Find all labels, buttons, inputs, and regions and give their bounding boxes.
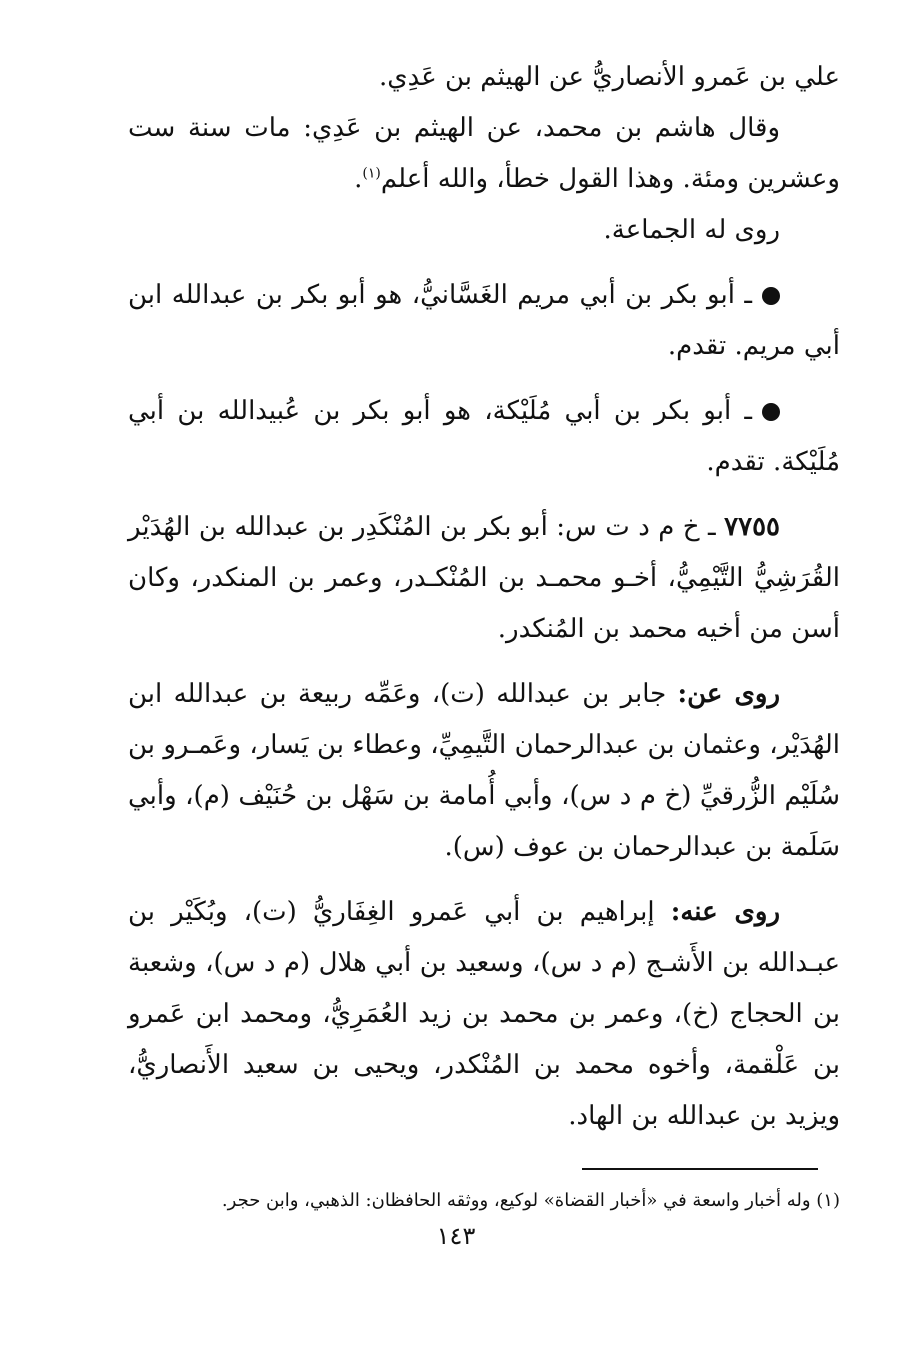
carry-over-line: علي بن عَمرو الأنصاريُّ عن الهيثم بن عَدِي. xyxy=(378,62,840,92)
footnote-ref: (١) xyxy=(362,165,381,182)
page-number: ١٤٣ xyxy=(436,1222,476,1250)
bullet-icon xyxy=(762,403,780,421)
paragraph-ruwa: روى له الجماعة. xyxy=(603,215,780,245)
paragraph-rawa-an: روى عن: جابر بن عبدالله (ت)، وعَمِّه ربيعة بن عبدالله ابن الهُدَيْر، وعثمان بن عبدالرحمان التَّيمِيِّ، وعطاء بن يَسار، وعَمـرو بن سُلَيْم الزُّرقيِّ (خ م د س)، وأبي أُمامة بن سَهْل بن حُنَيْف (م)، وأبي سَلَمة بن عبدالرحمان بن عوف (س). xyxy=(128,679,840,862)
bullet-icon xyxy=(762,287,780,305)
page-body xyxy=(128,52,840,1142)
footnote: (١) وله أخبار واسعة في «أخبار القضاة» لوكيع، ووثقه الحافظان: الذهبي، وابن حجر. xyxy=(221,1190,840,1211)
rawa-anhu-label: روى عنه: xyxy=(670,897,781,927)
entry-number: ٧٧٥٥ xyxy=(724,512,780,542)
entry-abu-bakr-mulaika: ـ أبو بكر بن أبي مُلَيْكة، هو أبو بكر بن عُبيدالله بن أبي مُلَيْكة. تقدم. xyxy=(128,396,840,477)
paragraph-rawa-anhu: روى عنه: إبراهيم بن أبي عَمرو الغِفَاريُّ (ت)، وبُكَيْر بن عبـدالله بن الأَشـج (م د س)، وسعيد بن أبي هلال (م د س)، وشعبة بن الحجاج (خ)، وعمر بن محمد بن زيد العُمَرِيُّ، ومحمد ابن عَمرو بن عَلْقمة، وأخوه محمد بن المُنْكدر، ويحيى بن سعيد الأَنصاريُّ، ويزيد بن عبدالله بن الهاد. xyxy=(128,897,840,1131)
rawa-an-label: روى عن: xyxy=(677,679,781,709)
footnote-divider xyxy=(582,1168,818,1170)
entry-abu-bakr-maryam: ـ أبو بكر بن أبي مريم الغَسَّانيُّ، هو أبو بكر بن عبدالله ابن أبي مريم. تقدم. xyxy=(128,280,840,361)
paragraph-hisham: وقال هاشم بن محمد، عن الهيثم بن عَدِي: مات سنة ست وعشرين ومئة. وهذا القول خطأ، والله أعلم$^{(١)}$. xyxy=(128,113,840,194)
entry-7755: ٧٧٥٥ ـ خ م د ت س: أبو بكر بن المُنْكَدِر بن عبدالله بن الهُدَيْر القُرَشِيُّ التَّيْمِيُّ، أخـو محمـد بن المُنْكـدر، وعمر بن المنكدر، وكان أسن من أخيه محمد بن المُنكدر. xyxy=(128,512,840,644)
